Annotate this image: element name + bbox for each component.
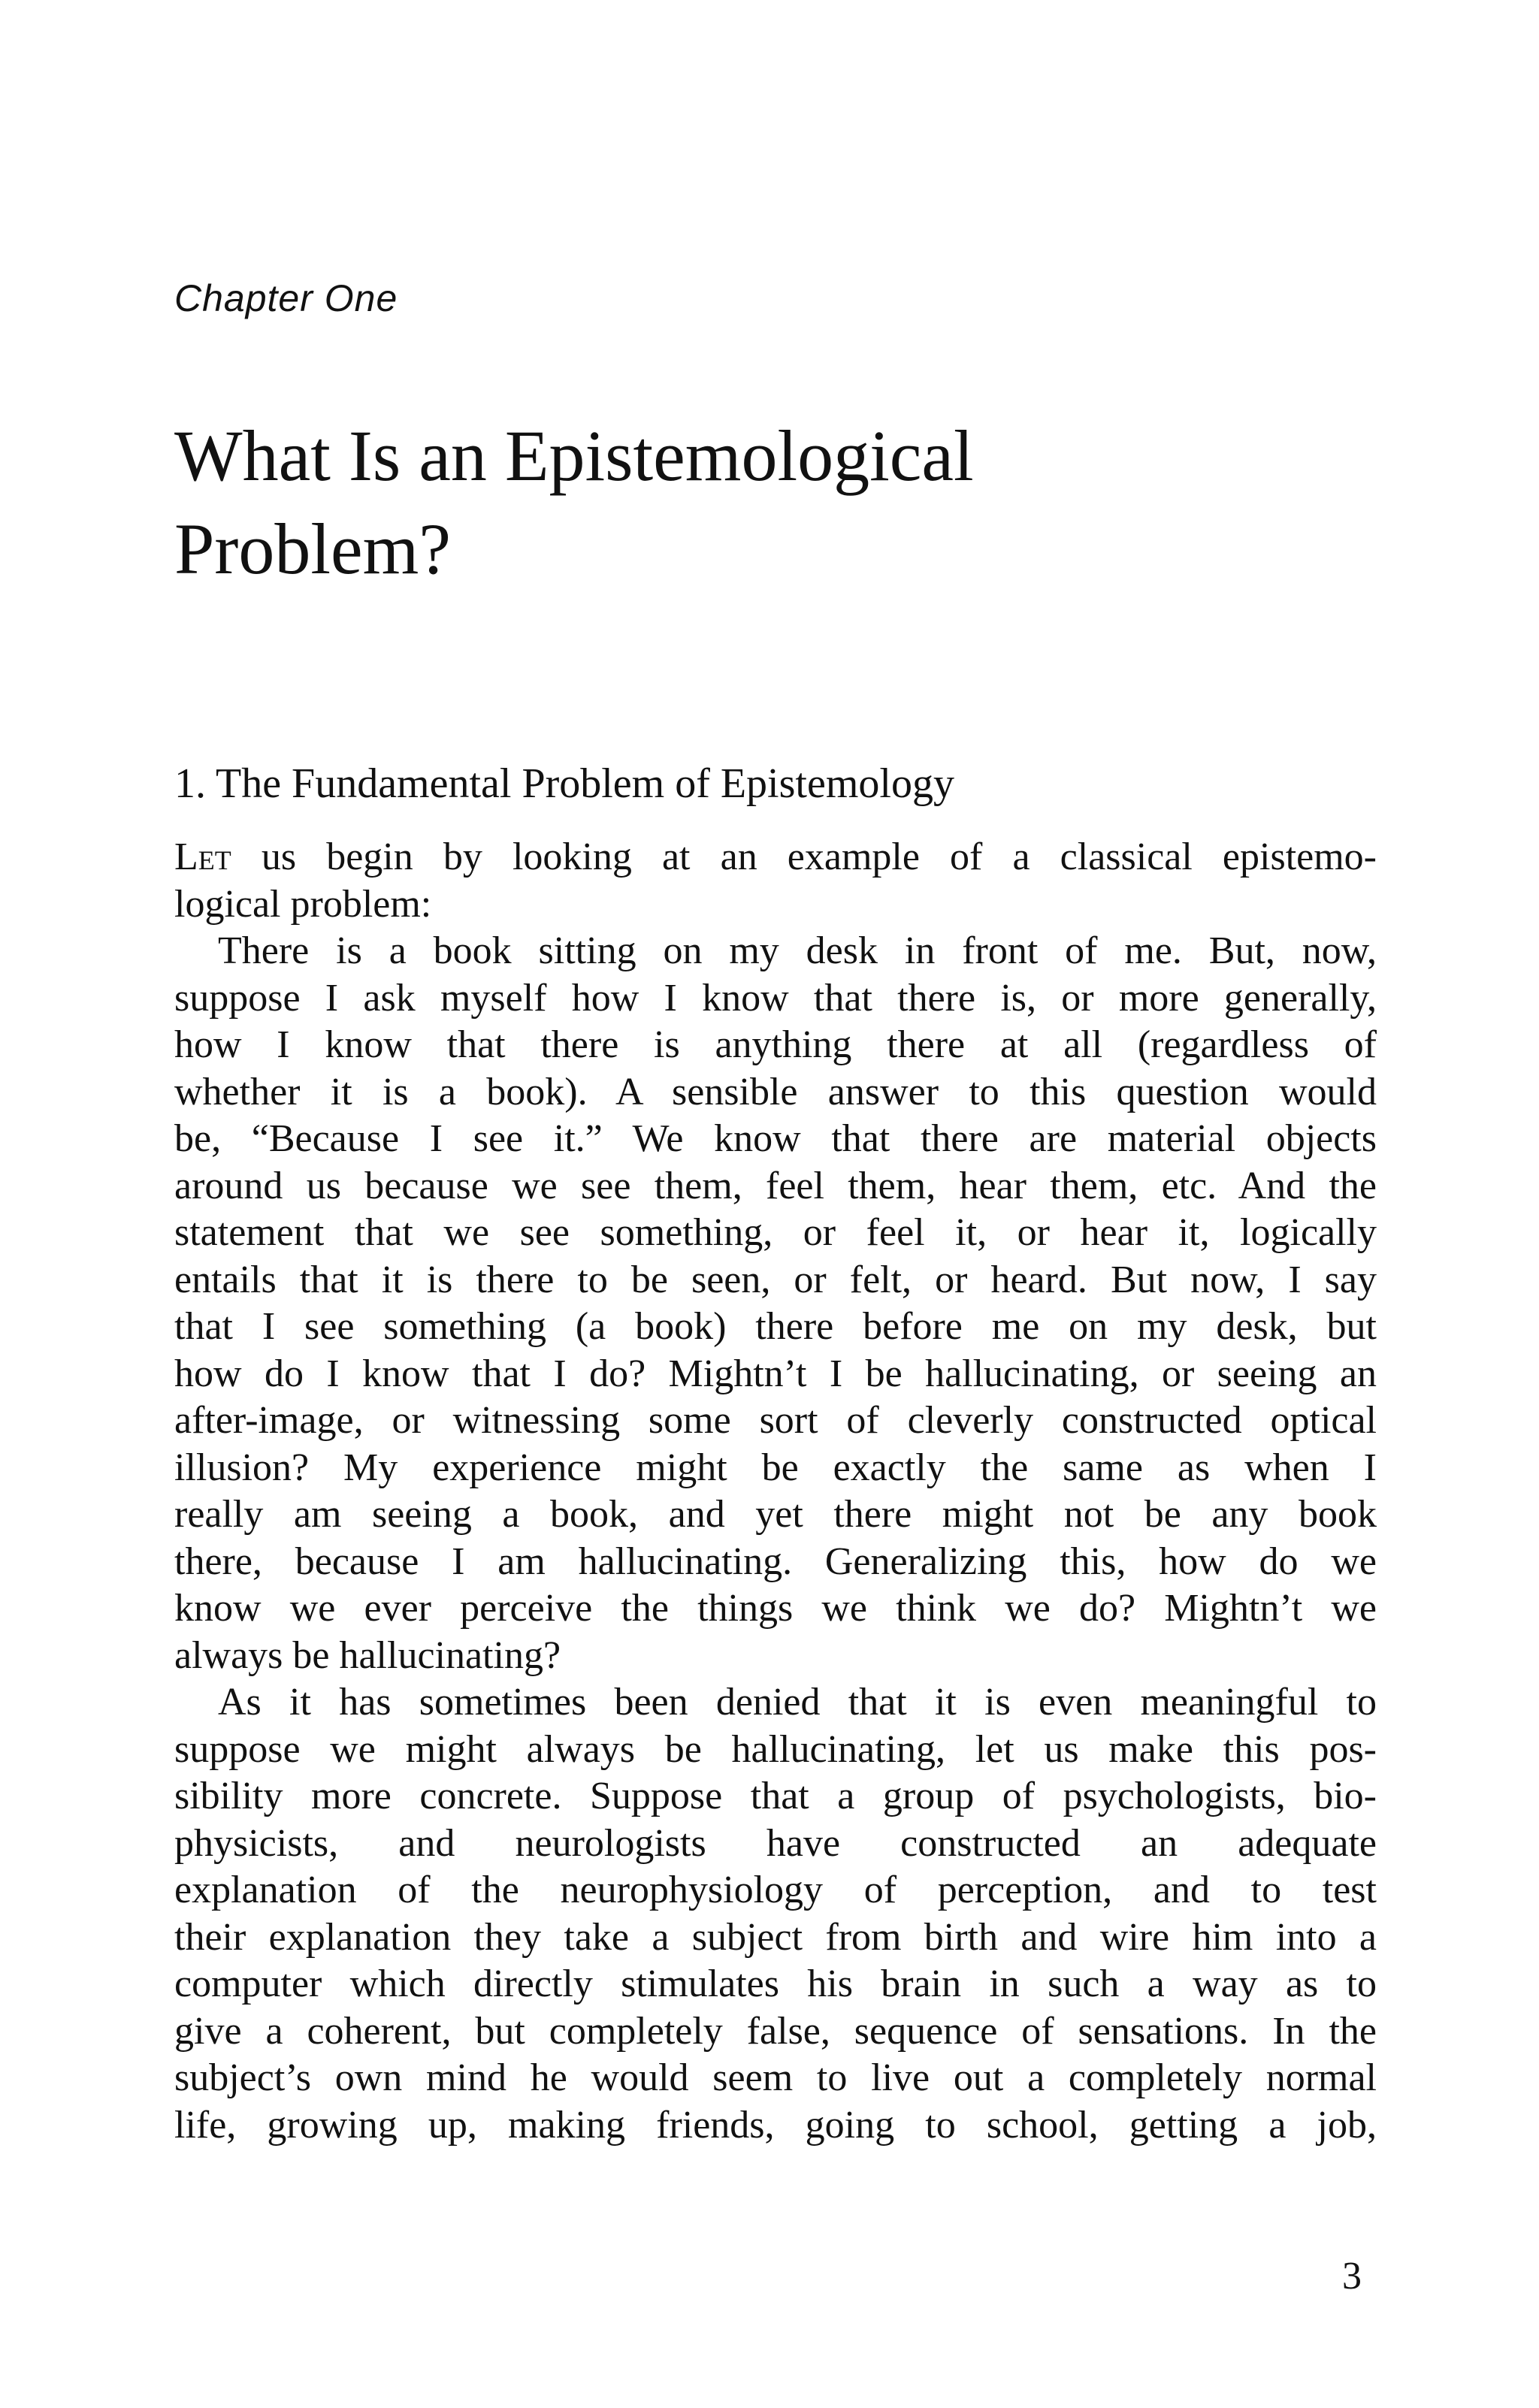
text-line: entails that it is there to be seen, or felt, or heard. But now, I say (174, 1258, 1377, 1301)
body-text (174, 834, 1377, 2149)
text-line: sibility more concrete. Suppose that a group of psychologists, bio- (174, 1775, 1377, 1817)
text-line: how I know that there is anything there at all (regardless of (174, 1023, 1377, 1066)
text-line: give a coherent, but completely false, sequence of sensations. In the (174, 2009, 1377, 2053)
page-number: 3 (1342, 2255, 1362, 2298)
text-line: suppose we might always be hallucinating, let us make this pos- (174, 1727, 1377, 1771)
text-line: illusion? My experience might be exactly the same as when I (174, 1446, 1377, 1489)
text-line: know we ever perceive the things we think we do? Mightn’t we (174, 1587, 1377, 1630)
text-line: physicists, and neurologists have constructed an adequate (174, 1821, 1377, 1865)
text-line: suppose I ask myself how I know that there is, or more generally, (174, 976, 1377, 1020)
text-line: statement that we see something, or feel it, or hear it, logically (174, 1211, 1377, 1254)
text-line (174, 834, 1377, 881)
chapter-title-line-2: Problem? (174, 509, 451, 589)
text-line: As it has sometimes been denied that it is even meaningful to (218, 1681, 1377, 1724)
text-line: explanation of the neurophysiology of perception, and to test (174, 1869, 1377, 1911)
text-line: their explanation they take a subject from birth and wire him into a (174, 1915, 1377, 1959)
text-line: whether it is a book). A sensible answer to this question would (174, 1070, 1377, 1113)
text-line: around us because we see them, feel them, hear them, etc. And the (174, 1164, 1377, 1207)
chapter-title-line-1: What Is an Epistemological (174, 415, 974, 496)
text-line: logical problem: (174, 882, 432, 926)
text-line: life, growing up, making friends, going to school, getting a job, (174, 2103, 1377, 2147)
text-line: there, because I am hallucinating. Generalizing this, how do we (174, 1539, 1377, 1583)
section-heading: 1. The Fundamental Problem of Epistemology (174, 760, 954, 807)
text-line: computer which directly stimulates his brain in such a way as to (174, 1962, 1377, 2005)
text-line: that I see something (a book) there before me on my desk, but (174, 1305, 1377, 1348)
text-line: There is a book sitting on my desk in front of me. But, now, (218, 929, 1377, 972)
text-line: be, “Because I see it.” We know that there are material objects (174, 1117, 1377, 1160)
text-line: subject’s own mind he would seem to live out a completely normal (174, 2056, 1377, 2099)
text-line: after-image, or witnessing some sort of cleverly constructed optical (174, 1399, 1377, 1442)
text-line-content: us begin by looking at an example of a classical epistemo- (231, 835, 1377, 878)
text-line: really am seeing a book, and yet there might not be any book (174, 1493, 1377, 1536)
lead-word: Let (174, 835, 231, 878)
text-line: how do I know that I do? Mightn’t I be hallucinating, or seeing an (174, 1352, 1377, 1395)
chapter-label: Chapter One (174, 277, 398, 319)
text-line: always be hallucinating? (174, 1633, 561, 1677)
chapter-title (174, 409, 1377, 596)
